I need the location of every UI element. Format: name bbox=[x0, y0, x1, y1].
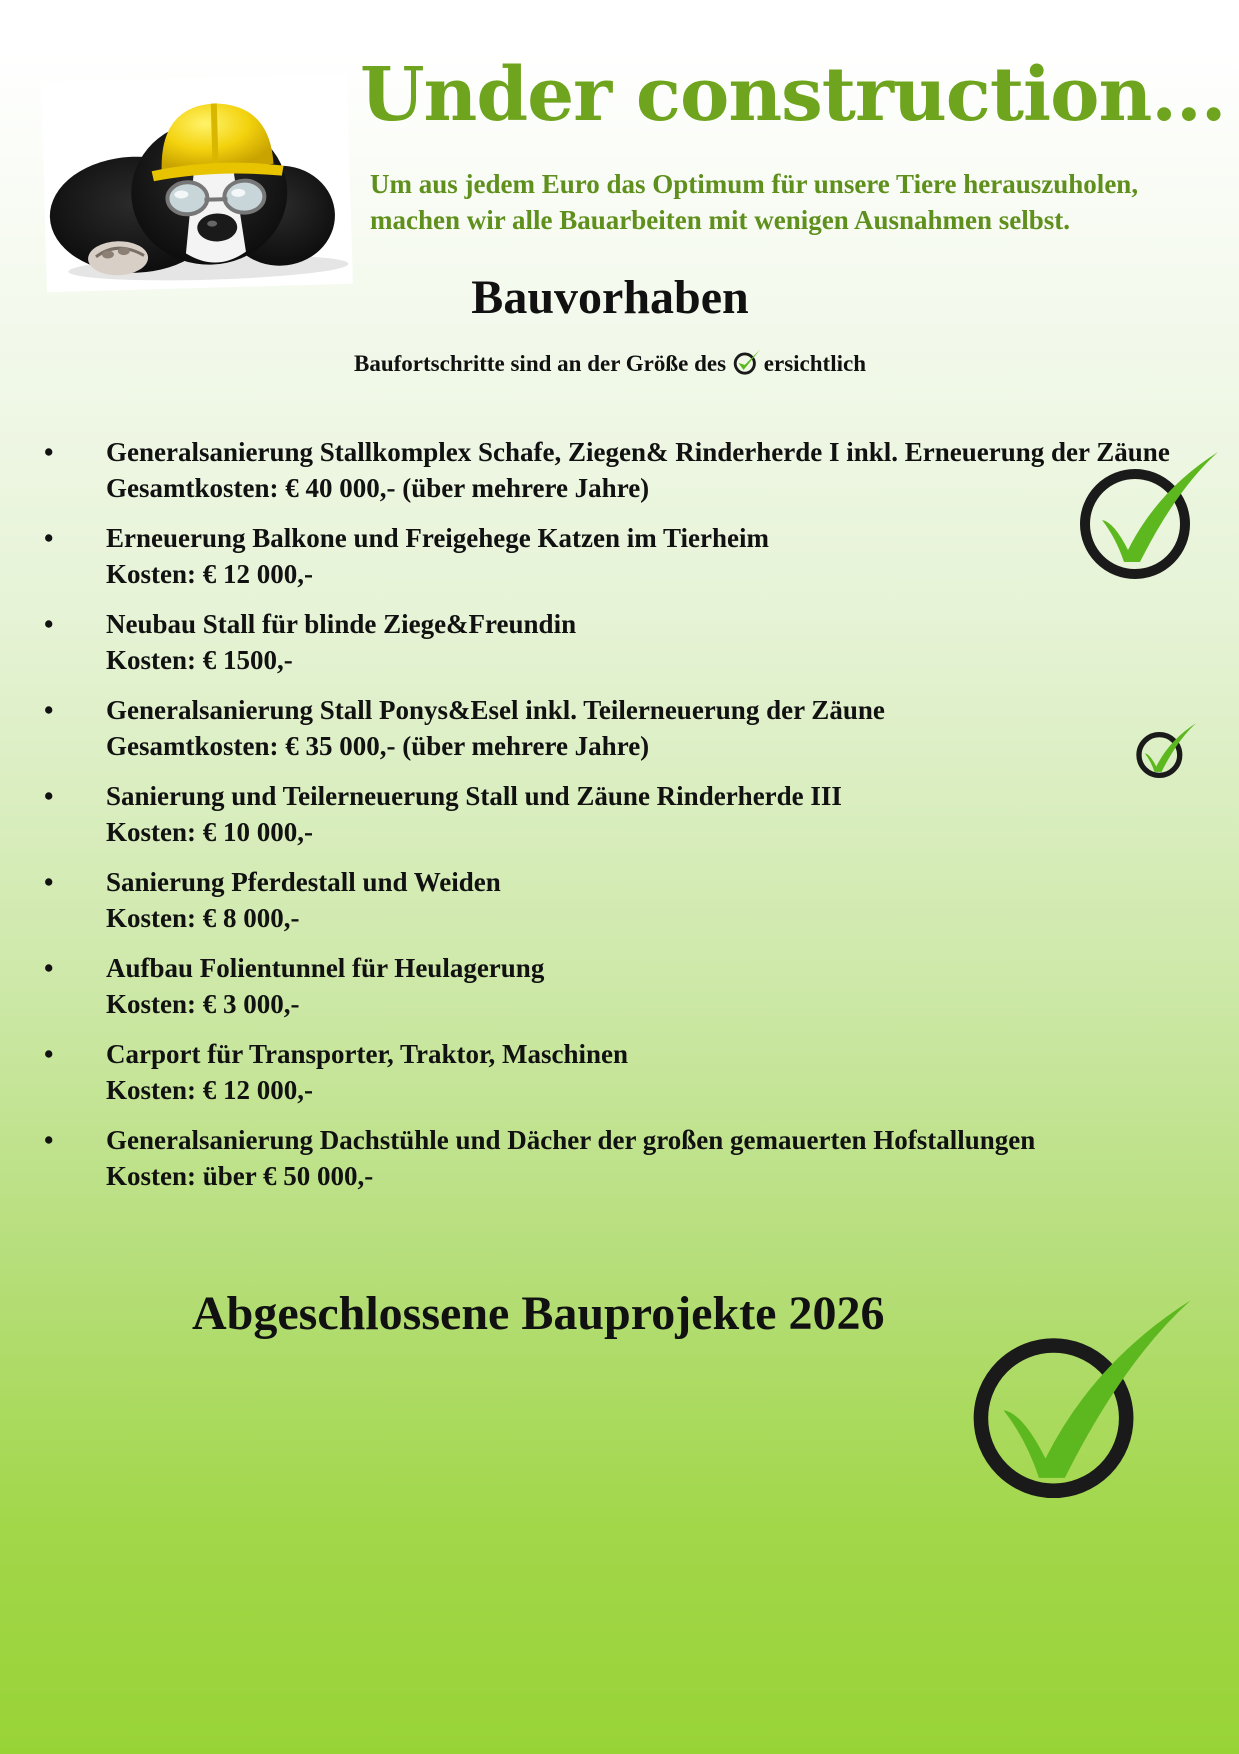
project-cost: Kosten: € 12 000,- bbox=[106, 1075, 313, 1105]
project-cost: Kosten: € 1500,- bbox=[106, 645, 293, 675]
completed-projects-title: Abgeschlossene Bauprojekte 2026 bbox=[192, 1287, 885, 1340]
project-name: Generalsanierung Stallkomplex Schafe, Ziegen& Rinderherde I inkl. Erneuerung der Zäune bbox=[106, 437, 1170, 467]
bullet: • bbox=[44, 953, 54, 983]
project-item bbox=[44, 606, 1174, 678]
section-title: Bauvorhaben bbox=[471, 271, 749, 324]
bullet: • bbox=[44, 609, 54, 639]
project-name: Generalsanierung Stall Ponys&Esel inkl. Teilerneuerung der Zäune bbox=[106, 695, 885, 725]
dog-hard-hat-photo bbox=[41, 74, 353, 292]
bullet: • bbox=[44, 781, 54, 811]
project-item bbox=[44, 434, 1174, 506]
bullet: • bbox=[44, 437, 54, 467]
bullet: • bbox=[44, 695, 54, 725]
bullet: • bbox=[44, 1125, 54, 1155]
page-headline: Under construction... bbox=[360, 52, 1226, 138]
intro-text: Um aus jedem Euro das Optimum für unsere Tiere herauszuholen, machen wir alle Bauarbeiten mit wenigen Ausnahmen selbst. bbox=[370, 169, 1139, 235]
project-name: Erneuerung Balkone und Freigehege Katzen im Tierheim bbox=[106, 523, 769, 553]
project-item bbox=[44, 1036, 1174, 1108]
progress-note-text-end: ersichtlich bbox=[763, 351, 866, 376]
project-cost: Kosten: € 10 000,- bbox=[106, 817, 313, 847]
progress-note-text-start: Baufortschritte sind an der Größe des bbox=[354, 351, 732, 376]
project-cost: Kosten: € 8 000,- bbox=[106, 903, 300, 933]
project-cost: Kosten: über € 50 000,- bbox=[106, 1161, 374, 1191]
progress-check-icon-large bbox=[1080, 450, 1220, 580]
project-item bbox=[44, 520, 1174, 592]
project-name: Generalsanierung Dachstühle und Dächer der großen gemauerten Hofstallungen bbox=[106, 1125, 1036, 1155]
project-name: Carport für Transporter, Traktor, Maschinen bbox=[106, 1039, 629, 1069]
project-name: Sanierung Pferdestall und Weiden bbox=[106, 867, 501, 897]
check-icon bbox=[732, 345, 764, 377]
project-item bbox=[44, 778, 1174, 850]
progress-note bbox=[0, 345, 1220, 377]
project-name: Aufbau Folientunnel für Heulagerung bbox=[106, 953, 545, 983]
project-list bbox=[44, 434, 1174, 1208]
project-item bbox=[44, 950, 1174, 1022]
project-cost: Kosten: € 12 000,- bbox=[106, 559, 313, 589]
bullet: • bbox=[44, 1039, 54, 1069]
progress-check-icon-small bbox=[1135, 722, 1197, 780]
bullet: • bbox=[44, 867, 54, 897]
project-item bbox=[44, 1122, 1174, 1194]
project-cost: Gesamtkosten: € 35 000,- (über mehrere Jahre) bbox=[106, 731, 650, 761]
project-cost: Gesamtkosten: € 40 000,- (über mehrere Jahre) bbox=[106, 473, 650, 503]
project-name: Sanierung und Teilerneuerung Stall und Zäune Rinderherde III bbox=[106, 781, 842, 811]
project-name: Neubau Stall für blinde Ziege&Freundin bbox=[106, 609, 577, 639]
completed-check-icon bbox=[968, 1297, 1194, 1507]
project-cost: Kosten: € 3 000,- bbox=[106, 989, 300, 1019]
bullet: • bbox=[44, 523, 54, 553]
project-item bbox=[44, 692, 1174, 764]
project-item bbox=[44, 864, 1174, 936]
